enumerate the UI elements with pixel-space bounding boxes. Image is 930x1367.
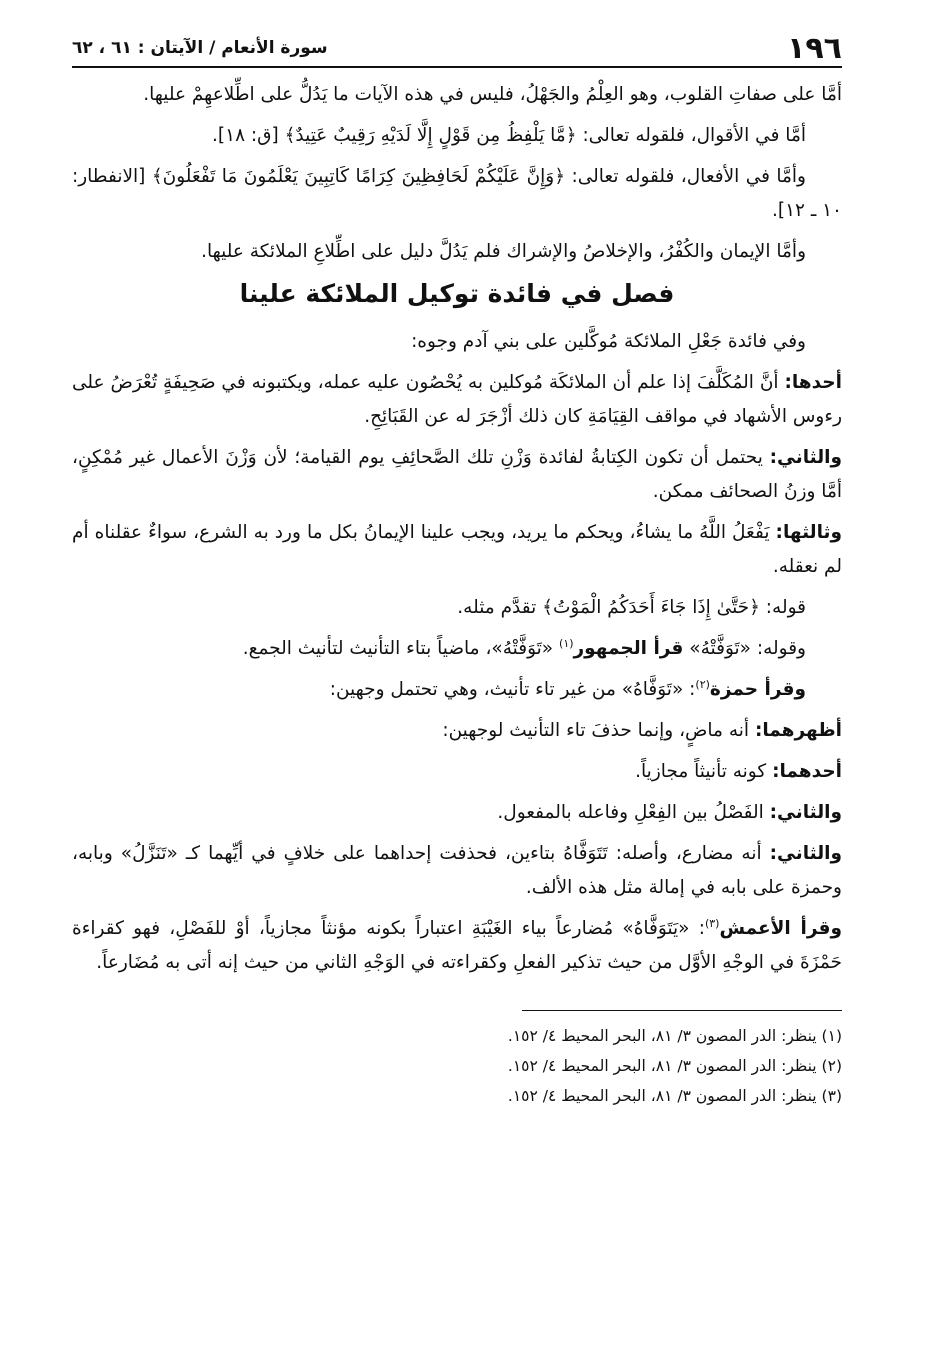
- paragraph: قوله: ﴿حَتَّىٰ إِذَا جَاءَ أَحَدَكُمُ الْمَوْتُ﴾ تقدَّم مثله.: [457, 597, 806, 618]
- paragraph: وأمَّا في الأفعال، فلقوله تعالى: ﴿وَإِنَّ عَلَيْكُمْ لَحَافِظِينَ كِرَامًا كَاتِبِينَ يَعْلَمُونَ مَا تَفْعَلُونَ﴾ [الانفطار: ١٠ ـ ١٢].: [72, 166, 842, 221]
- paragraph: أمَّا على صفاتِ القلوب، وهو العِلْمُ والجَهْلُ، فليس في هذه الآيات ما يَدُلُّ على اطِّلاعهِمْ عليها.: [143, 84, 842, 105]
- lead-word: والثاني:: [769, 802, 842, 823]
- paragraph: أحدهما: كونه تأنيثاً مجازياً.: [635, 761, 842, 782]
- paragraph: والثاني: أنه مضارع، وأصله: تَتَوَفَّاهُ بتاءين، فحذفت إحداهما على خلافٍ في أيِّهما كـ «تَنَزَّلُ» وبابه، وحمزة على بابه في إمالة مثل هذه الألف.: [72, 843, 842, 898]
- lead-word: أظهرهما:: [754, 720, 842, 741]
- paragraph: أمَّا في الأقوال، فلقوله تعالى: ﴿مَّا يَلْفِظُ مِن قَوْلٍ إِلَّا لَدَيْهِ رَقِيبٌ عَتِيدٌ﴾ [ق: ١٨].: [212, 125, 806, 146]
- paragraph: أظهرهما: أنه ماضٍ، وإنما حذفَ تاء التأنيث لوجهين:: [442, 720, 842, 741]
- footnote-ref: (٢): [695, 677, 710, 691]
- page-header: [72, 30, 842, 68]
- paragraph: والثاني: يحتمل أن تكون الكِتابةُ لفائدة وَزْنِ تلك الصَّحائِفِ يوم القيامة؛ لأن وَزْنَ الأعمال غير مُمْكِنٍ، أمَّا وزنُ الصحائف ممكن.: [72, 447, 842, 502]
- section-heading: فصل في فائدة توكيل الملائكة علينا: [239, 279, 675, 308]
- paragraph: وقرأ الأعمش$^{(٣)}$: «يَتَوَفَّاهُ» مُضارعاً بياء الغَيْبَةِ اعتباراً بكونه مؤنثاً مجازياً، أوْ للفَصْلِ، فهو كقراءة حَمْزَةَ في الوجْهِ الأوَّل من حيث تذكير الفعلِ وكقراءته في الوَجْهِ الثاني من حيث إنه أتى به مُضَارعاً.: [72, 916, 842, 973]
- paragraph: وقوله: «تَوَفَّتْهُ» قرأ الجمهور$^{(١)}$ «تَوَفَّتْهُ»، ماضياً بتاء التأنيث لتأنيث الجمع.: [242, 636, 806, 659]
- page-body: [72, 78, 842, 980]
- lead-word: قرأ الجمهور: [573, 638, 684, 659]
- lead-word: وقرأ حمزة: [709, 679, 806, 700]
- footnote: (٢) ينظر: الدر المصون ٣/ ٨١، البحر المحيط ٤/ ١٥٢.: [507, 1057, 842, 1075]
- footnote-divider: [522, 1010, 842, 1011]
- lead-word: وثالثها:: [775, 522, 842, 543]
- running-title: سورة الأنعام / الآيتان : ٦١ ، ٦٢: [72, 38, 328, 58]
- lead-word: أحدها:: [784, 372, 842, 393]
- paragraph: وأمَّا الإيمان والكُفْرُ، والإخلاصُ والإشراك فلم يَدُلَّ دليل على اطِّلاعِ الملائكة عليها.: [201, 241, 806, 262]
- lead-word: أحدهما:: [772, 761, 842, 782]
- page-number: ١٩٦: [787, 30, 842, 66]
- paragraph: وقرأ حمزة$^{(٢)}$: «تَوَفَّاهُ» من غير تاء تأنيث، وهي تحتمل وجهين:: [329, 677, 806, 700]
- paragraph: والثاني: الفَصْلُ بين الفِعْلِ وفاعله بالمفعول.: [497, 802, 842, 823]
- paragraph: وفي فائدة جَعْلِ الملائكة مُوكَّلين على بني آدم وجوه:: [411, 331, 806, 352]
- footnote: (٣) ينظر: الدر المصون ٣/ ٨١، البحر المحيط ٤/ ١٥٢.: [507, 1087, 842, 1105]
- paragraph: أحدها: أنَّ المُكَلَّفَ إذا علم أن الملائكَة مُوكلين به يُحْصُون عليه عمله، ويكتبونه في صَحِيفَةٍ تُعْرَضُ على رءوس الأشهاد في مواقف القِيَامَةِ كان ذلك أزْجَرَ له عن القَبَائِحِ.: [72, 372, 842, 427]
- footnote-ref: (١): [559, 636, 574, 650]
- paragraph: وثالثها: يَفْعَلُ اللَّهُ ما يشاءُ، ويحكم ما يريد، ويجب علينا الإيمانُ بكل ما ورد به الشرع، سواءٌ عقلناه أم لم نعقله.: [72, 522, 842, 577]
- lead-word: والثاني:: [769, 843, 842, 864]
- lead-word: وقرأ الأعمش: [719, 918, 842, 939]
- footnote-ref: (٣): [704, 916, 720, 930]
- footnote: (١) ينظر: الدر المصون ٣/ ٨١، البحر المحيط ٤/ ١٥٢.: [507, 1027, 842, 1045]
- footnotes: [72, 1021, 842, 1111]
- lead-word: والثاني:: [769, 447, 842, 468]
